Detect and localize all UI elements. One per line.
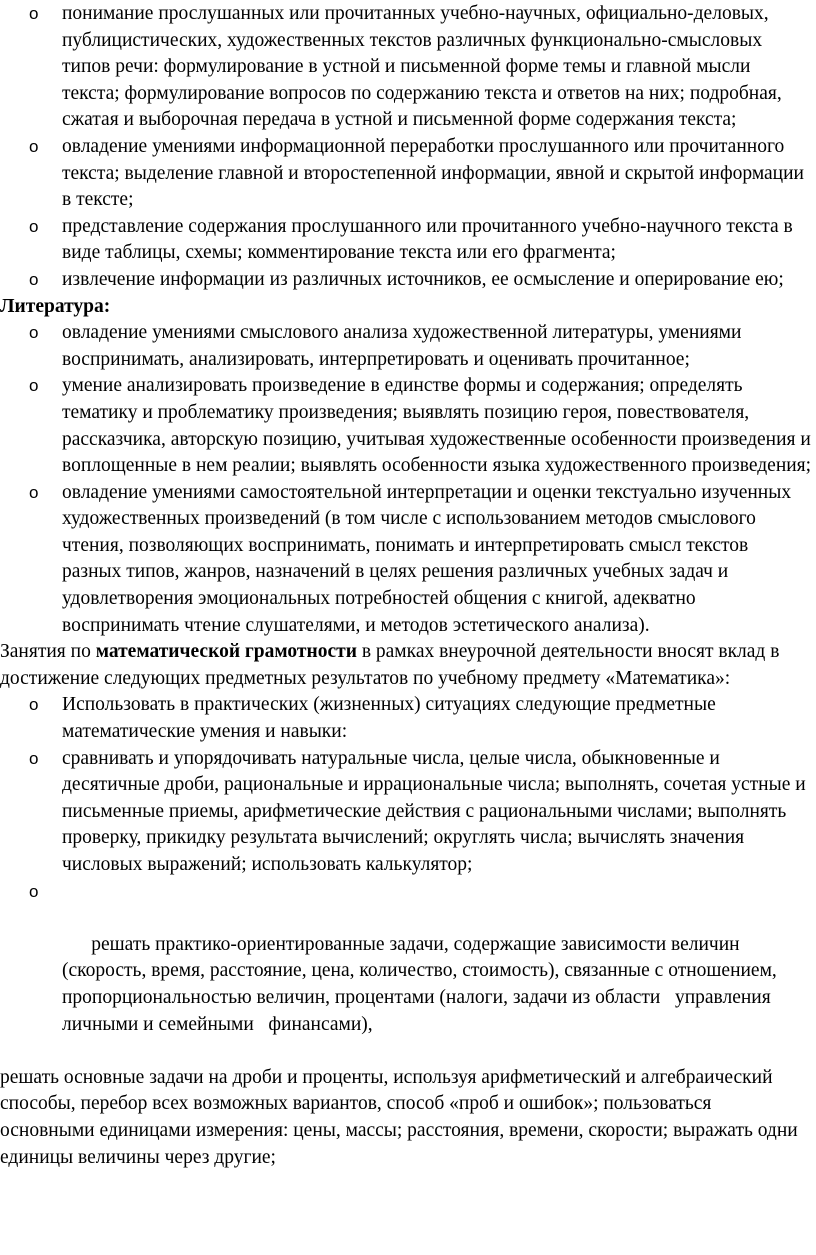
bullet-circle-icon: o: [29, 4, 39, 23]
list-item: [0, 692, 816, 745]
math-intro-bold: математической грамотности: [95, 641, 357, 663]
list-item: [0, 746, 816, 879]
list-item-text: Использовать в практических (жизненных) ситуациях следующие предметные математические умения и навыки:: [62, 694, 716, 743]
list-item-text: овладение умениями смыслового анализа художественной литературы, умениями воспринимать, анализировать, интерпретировать и оценивать прочитанное;: [62, 322, 742, 370]
bullet-circle-icon: o: [29, 269, 39, 289]
list-item: [0, 480, 816, 640]
literature-skills-list: [0, 320, 816, 639]
bullet-circle-icon: o: [29, 323, 39, 343]
list-item-text: овладение умениями информационной переработки прослушанного или прочитанного текста; выделение главной и второстепенной информации, явной и скрытой информации в тексте;: [62, 135, 804, 211]
math-intro-after: в рамках внеурочной деятельности вносят вклад в достижение следующих предметных результатов по учебному предмету «Математика»:: [0, 641, 780, 689]
list-item: [0, 214, 816, 267]
bullet-circle-icon: o: [29, 695, 39, 715]
list-item-text: умение анализировать произведение в единстве формы и содержания; определять тематику и проблематику произведения; выявлять позицию героя, повествователя, рассказчика, авторскую позицию, учитывая художественные особенности произведения и воплощенные в нем реалии; выявлять особенности языка художественного произведения;: [62, 375, 812, 477]
bullet-circle-icon: o: [29, 881, 39, 901]
list-item-text: извлечение информации из различных источников, ее осмысление и оперирование ею;: [62, 268, 784, 290]
list-item-text: овладение умениями самостоятельной интерпретации и оценки текстуально изученных художественных произведений (в том числе с использованием методов смыслового чтения, позволяющих воспринимать, понимать и интерпретировать смысл текстов разных типов, жанров, назначений в целях решения различных учебных задач и удовлетворения эмоциональных потребностей общения с книгой, адекватно воспринимать чтение слушателями, и методов эстетического анализа).: [62, 481, 792, 636]
list-item: [0, 134, 816, 214]
literature-heading: Литература:: [0, 295, 111, 317]
list-item: [0, 1, 816, 134]
list-item: [0, 879, 816, 1065]
bullet-circle-icon: o: [29, 376, 39, 396]
math-skills-list: [0, 692, 816, 1064]
bullet-circle-icon: o: [29, 136, 39, 156]
list-item-text: понимание прослушанных или прочитанных учебно-научных, официально-деловых, публицистических, художественных текстов различных функционально-смысловых типов речи: формулирование в устной и письменной форме темы и главной мысли текста; формулирование вопросов по содержанию текста и ответов на них; подробная, сжатая и выборочная передача в устной и письменной форме содержания текста;: [62, 3, 782, 131]
bullet-circle-icon: o: [29, 216, 39, 236]
list-item: [0, 373, 816, 479]
bullet-circle-icon: o: [29, 482, 39, 502]
list-item-text: сравнивать и упорядочивать натуральные числа, целые числа, обыкновенные и десятичные дроби, рациональные и иррациональные числа; выполнять, сочетая устные и письменные приемы, арифметические действия с рациональными числами; выполнять проверку, прикидку результата вычислений; округлять числа; вычислять значения числовых выражений; использовать калькулятор;: [62, 747, 806, 875]
math-trailing-paragraph: решать основные задачи на дроби и проценты, используя арифметический и алгебраический способы, перебор всех возможных вариантов, способ «проб и ошибок»; пользоваться основными единицами измерения: цены, массы; расстояния, времени, скорости; выражать одни единицы величины через другие;: [0, 1066, 798, 1168]
list-item: [0, 267, 816, 294]
list-item-text: решать практико-ориентированные задачи, содержащие зависимости величин (скорость, время, расстояние, цена, количество, стоимость), связанные с отношением, пропорциональностью величин, процентами (налоги, задачи из области управления личными и семейными финансами),: [62, 933, 786, 1035]
list-item-text: представление содержания прослушанного или прочитанного учебно-научного текста в виде таблицы, схемы; комментирование текста или его фрагмента;: [62, 215, 793, 264]
math-intro-paragraph: [0, 639, 816, 692]
list-item: [0, 320, 816, 373]
reading-skills-list: [0, 1, 816, 294]
bullet-circle-icon: o: [29, 748, 39, 768]
math-intro-before: Занятия по: [0, 641, 96, 663]
